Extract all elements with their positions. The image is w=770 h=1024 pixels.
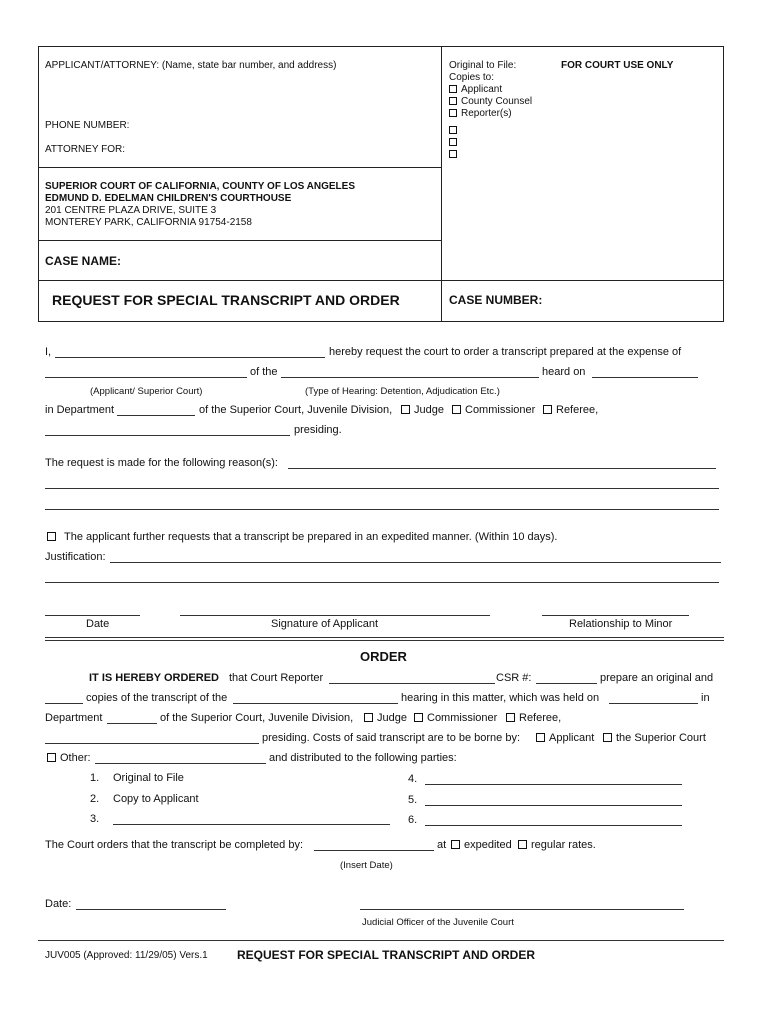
copy-option-applicant[interactable]: Applicant xyxy=(449,84,502,95)
hearing-type-field[interactable] xyxy=(281,377,539,378)
party-5-field[interactable] xyxy=(425,805,682,806)
court-address-1: 201 CENTRE PLAZA DRIVE, SUITE 3 xyxy=(45,205,217,216)
request-date-field[interactable] xyxy=(45,615,140,616)
header-rule-1 xyxy=(38,167,442,168)
party-3-field[interactable] xyxy=(113,824,390,825)
referee-option[interactable]: Referee, xyxy=(543,404,598,416)
hearing-held-text: hearing in this matter, which was held on xyxy=(401,692,600,704)
phone-number-label: PHONE NUMBER: xyxy=(45,120,130,131)
checkbox-icon[interactable] xyxy=(452,405,461,414)
order-date-field[interactable] xyxy=(76,909,226,910)
applicant-hint: (Applicant/ Superior Court) xyxy=(90,386,203,397)
applicant-signature-field[interactable] xyxy=(180,615,490,616)
of-superior-court-text: of the Superior Court, Juvenile Division, xyxy=(199,404,393,416)
costs-other-option[interactable]: Other: xyxy=(47,752,91,764)
hereby-request-text: hereby request the court to order a transcript prepared at the expense of xyxy=(329,346,682,358)
reason-label: The request is made for the following reason(s): xyxy=(45,457,278,469)
order-heading: ORDER xyxy=(360,649,407,664)
of-the-text: of the xyxy=(250,366,278,378)
relationship-field[interactable] xyxy=(542,615,689,616)
order-commissioner-option[interactable]: Commissioner xyxy=(414,712,497,724)
copy-option-county-counsel[interactable]: County Counsel xyxy=(449,96,532,107)
hearing-date-field[interactable] xyxy=(609,703,698,704)
heard-on-text: heard on xyxy=(542,366,586,378)
checkbox-icon[interactable] xyxy=(449,109,457,117)
party-2-number: 2. xyxy=(90,793,100,805)
insert-date-hint: (Insert Date) xyxy=(340,860,393,871)
copies-of-text: copies of the transcript of the xyxy=(86,692,228,704)
footer-title: REQUEST FOR SPECIAL TRANSCRIPT AND ORDER xyxy=(237,948,536,962)
applicant-attorney-label: APPLICANT/ATTORNEY: (Name, state bar number, and address) xyxy=(45,60,337,71)
prepare-original-text: prepare an original and xyxy=(600,672,714,684)
courthouse-name: EDMUND D. EDELMAN CHILDREN'S COURTHOUSE xyxy=(45,193,292,204)
court-address-2: MONTEREY PARK, CALIFORNIA 91754-2158 xyxy=(45,217,252,228)
csr-number-field[interactable] xyxy=(536,683,597,684)
header-rule-3 xyxy=(38,280,724,281)
party-6-field[interactable] xyxy=(425,825,682,826)
order-department-text: Department xyxy=(45,712,103,724)
csr-label: CSR #: xyxy=(496,672,532,684)
other-party-field[interactable] xyxy=(95,763,266,764)
signature-caption: Signature of Applicant xyxy=(271,618,379,630)
judicial-officer-caption: Judicial Officer of the Juvenile Court xyxy=(362,917,514,928)
hearing-type-hint: (Type of Hearing: Detention, Adjudication Etc.) xyxy=(305,386,500,397)
justification-field-1[interactable] xyxy=(110,562,721,563)
case-name-label: CASE NAME: xyxy=(45,254,122,268)
footer-rule xyxy=(38,940,724,941)
expedited-request-option[interactable]: The applicant further requests that a transcript be prepared in an expedited manner. (Within 10 days). xyxy=(47,531,557,543)
party-3-number: 3. xyxy=(90,813,100,825)
regular-rate-option[interactable]: regular rates. xyxy=(518,839,596,851)
reason-field-3[interactable] xyxy=(45,509,719,510)
date-caption: Date xyxy=(86,618,110,630)
party-6-number: 6. xyxy=(408,814,418,826)
order-date-label: Date: xyxy=(45,898,72,910)
heard-on-date-field[interactable] xyxy=(592,377,698,378)
section-rule-top xyxy=(45,637,724,638)
party-4-number: 4. xyxy=(408,773,418,785)
checkbox-icon[interactable] xyxy=(536,733,545,742)
expedited-rate-option[interactable]: expedited xyxy=(451,839,512,851)
order-referee-option[interactable]: Referee, xyxy=(506,712,561,724)
department-field[interactable] xyxy=(117,415,195,416)
checkbox-icon[interactable] xyxy=(451,840,460,849)
form-id: JUV005 (Approved: 11/29/05) Vers.1 xyxy=(45,950,208,961)
court-use-only-label: FOR COURT USE ONLY xyxy=(561,60,674,71)
checkbox-icon[interactable] xyxy=(543,405,552,414)
copy-option-blank-3[interactable] xyxy=(449,144,461,162)
checkbox-icon[interactable] xyxy=(506,713,515,722)
judicial-signature-field[interactable] xyxy=(360,909,684,910)
applicant-name-field[interactable] xyxy=(55,357,325,358)
presiding-officer-field[interactable] xyxy=(45,435,290,436)
party-1-label: Original to File xyxy=(113,772,184,784)
order-hearing-type-field[interactable] xyxy=(233,703,398,704)
checkbox-icon[interactable] xyxy=(449,85,457,93)
checkbox-icon[interactable] xyxy=(364,713,373,722)
that-court-reporter-text: that Court Reporter xyxy=(229,672,324,684)
distributed-text: and distributed to the following parties: xyxy=(269,752,457,764)
justification-label: Justification: xyxy=(45,551,106,563)
attorney-for-label: ATTORNEY FOR: xyxy=(45,144,126,155)
in-department-text: in Department xyxy=(45,404,115,416)
party-5-number: 5. xyxy=(408,794,418,806)
checkbox-icon[interactable] xyxy=(449,150,457,158)
case-number-label: CASE NUMBER: xyxy=(449,293,543,307)
party-1-number: 1. xyxy=(90,772,100,784)
judge-option[interactable]: Judge xyxy=(401,404,444,416)
costs-applicant-option[interactable]: Applicant xyxy=(536,732,594,744)
section-rule-bottom xyxy=(45,640,724,641)
completed-by-text: The Court orders that the transcript be completed by: xyxy=(45,839,304,851)
order-presiding-field[interactable] xyxy=(45,743,259,744)
i-label: I, xyxy=(45,346,52,358)
court-reporter-field[interactable] xyxy=(329,683,495,684)
in-text: in xyxy=(701,692,710,704)
reason-field-1[interactable] xyxy=(288,468,716,469)
checkbox-icon[interactable] xyxy=(414,713,423,722)
checkbox-icon[interactable] xyxy=(401,405,410,414)
checkbox-icon[interactable] xyxy=(47,753,56,762)
order-judge-option[interactable]: Judge xyxy=(364,712,407,724)
checkbox-icon[interactable] xyxy=(603,733,612,742)
checkbox-icon[interactable] xyxy=(449,97,457,105)
original-to-file-label: Original to File: xyxy=(449,60,517,71)
relationship-caption: Relationship to Minor xyxy=(569,618,673,630)
commissioner-option[interactable]: Commissioner xyxy=(452,404,535,416)
reason-field-2[interactable] xyxy=(45,488,719,489)
presiding-costs-text: presiding. Costs of said transcript are to be borne by: xyxy=(262,732,521,744)
completion-date-field[interactable] xyxy=(314,850,434,851)
party-2-label: Copy to Applicant xyxy=(113,793,199,805)
ordered-bold-text: IT IS HEREBY ORDERED xyxy=(89,672,219,684)
order-of-superior-text: of the Superior Court, Juvenile Division, xyxy=(160,712,354,724)
form-title: REQUEST FOR SPECIAL TRANSCRIPT AND ORDER xyxy=(52,292,400,308)
checkbox-icon[interactable] xyxy=(47,532,56,541)
at-text: at xyxy=(437,839,447,851)
costs-superior-court-option[interactable]: the Superior Court xyxy=(603,732,706,744)
copies-count-field[interactable] xyxy=(45,703,83,704)
party-4-field[interactable] xyxy=(425,784,682,785)
checkbox-icon[interactable] xyxy=(518,840,527,849)
court-name: SUPERIOR COURT OF CALIFORNIA, COUNTY OF LOS ANGELES xyxy=(45,181,356,192)
presiding-text: presiding. xyxy=(294,424,342,436)
copies-to-label: Copies to: xyxy=(449,72,495,83)
justification-field-2[interactable] xyxy=(45,582,719,583)
copy-option-reporters[interactable]: Reporter(s) xyxy=(449,108,512,119)
header-rule-2 xyxy=(38,240,442,241)
order-department-field[interactable] xyxy=(107,723,157,724)
expense-party-field[interactable] xyxy=(45,377,247,378)
